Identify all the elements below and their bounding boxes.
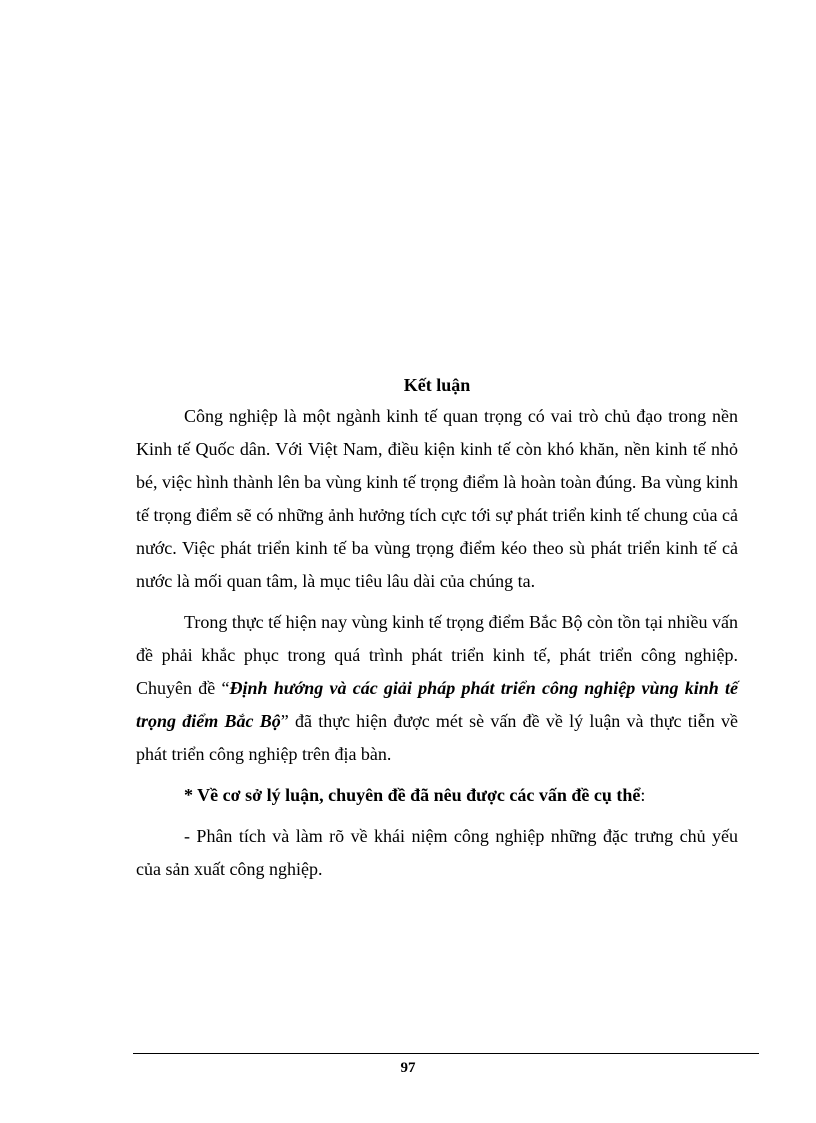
- paragraph-theory-heading: [136, 779, 738, 812]
- paragraph-analysis: - Phân tích và làm rõ về khái niệm công nghiệp những đặc trưng chủ yếu của sản xuất công nghiệp.: [136, 826, 738, 879]
- thesis-title: Định hướng và các giải pháp phát triển công nghiệp vùng kinh tế trọng điểm Bắc Bộ: [136, 678, 738, 731]
- paragraph-current-status: [136, 606, 738, 771]
- footer-divider: [133, 1053, 759, 1054]
- document-body: [136, 370, 738, 886]
- section-title: Kết luận: [403, 375, 471, 395]
- theory-heading-colon: :: [640, 785, 646, 805]
- paragraph-current-status-end: ” đã thực hiện được mét sè vấn đề về lý luận và thực tiễn về phát triển công nghiệp trên địa bàn.: [136, 711, 738, 764]
- theory-heading-bold: * Về cơ sở lý luận, chuyên đề đã nêu được các vấn đề cụ thể: [184, 785, 641, 805]
- paragraph-intro: Công nghiệp là một ngành kinh tế quan trọng có vai trò chủ đạo trong nền Kinh tế Quốc dân. Với Việt Nam, điều kiện kinh tế còn khó khăn, nền kinh tế nhỏ bé, việc hình thành lên ba vùng kinh tế trọng điểm là hoàn toàn đúng. Ba vùng kinh tế trọng điểm sẽ có những ảnh hưởng tích cực tới sự phát triển kinh tế chung của cả nước. Việc phát triển kinh tế ba vùng trọng điểm kéo theo sù phát triển kinh tế cả nước là mối quan tâm, là mục tiêu lâu dài của chúng ta.: [136, 406, 738, 591]
- page-number: 97: [400, 1060, 416, 1076]
- paragraph-current-status-start: Trong thực tế hiện nay vùng kinh tế trọng điểm Bắc Bộ còn tồn tại nhiều vấn đề phải khắc phục trong quá trình phát triển kinh tế, phát triển công nghiệp. Chuyên đề “: [136, 612, 739, 698]
